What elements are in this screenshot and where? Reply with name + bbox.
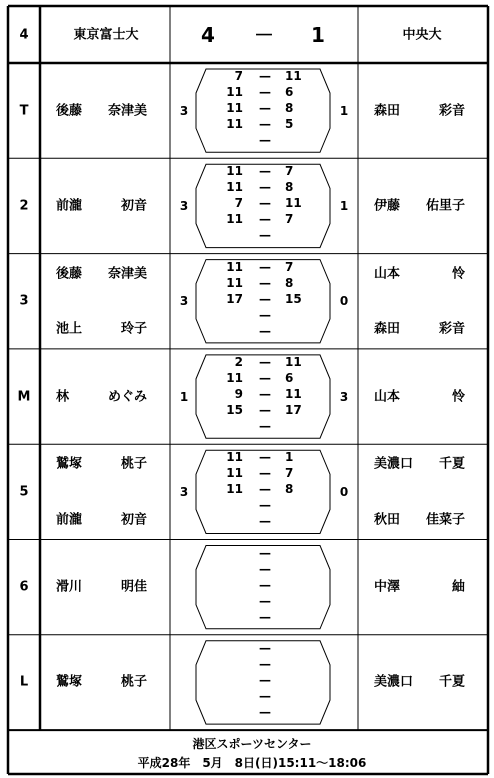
game-score-dash: — — [259, 561, 271, 576]
game-home-points: 11 — [226, 482, 243, 497]
home-player: 後藤 奈津美 — [56, 266, 148, 282]
game-score-dash: — — [259, 577, 271, 592]
game-away-points: 8 — [285, 101, 294, 115]
away-player: 森田 彩音 — [374, 103, 466, 119]
game-away-points: 7 — [285, 259, 294, 274]
match-order: T — [19, 103, 29, 119]
game-away-points: 6 — [285, 85, 294, 99]
game-away-points: 11 — [285, 386, 302, 401]
game-home-points: 11 — [226, 275, 243, 290]
match-order: 5 — [19, 484, 29, 500]
home-player: 鷲塚 桃子 — [56, 456, 148, 472]
home-games-won: 1 — [179, 389, 189, 404]
game-score-dash: — — [259, 228, 271, 243]
match-datetime: 平成28年 5月 8日(日)15:11～18:06 — [137, 756, 367, 771]
game-score-dash: — — [259, 386, 271, 401]
game-home-points: 11 — [226, 180, 243, 195]
game-away-points: 6 — [285, 370, 294, 385]
home-team-score: 4 — [201, 22, 215, 47]
game-home-points: 7 — [234, 69, 243, 83]
game-home-points: 11 — [226, 101, 243, 115]
game-score-dash: — — [259, 101, 271, 115]
home-player: 池上 玲子 — [56, 321, 148, 337]
away-player: 山本 怜 — [374, 389, 466, 405]
home-games-won: 3 — [179, 198, 189, 213]
game-score-dash: — — [259, 370, 271, 385]
game-score-dash: — — [259, 164, 271, 179]
game-score-dash: — — [259, 418, 271, 433]
game-score-dash: — — [259, 323, 271, 338]
game-score-dash: — — [259, 259, 271, 274]
away-games-won: 1 — [339, 198, 349, 213]
game-away-points: 11 — [285, 69, 302, 83]
away-player: 美濃口 千夏 — [374, 674, 466, 690]
game-home-points: 11 — [226, 259, 243, 274]
game-home-points: 11 — [226, 85, 243, 99]
match-order: 6 — [19, 579, 29, 595]
game-score-dash: — — [259, 466, 271, 481]
away-player: 山本 怜 — [374, 266, 466, 282]
game-score-dash: — — [259, 514, 271, 529]
game-score-dash: — — [259, 354, 271, 369]
game-score-dash: — — [259, 704, 271, 719]
home-player: 後藤 奈津美 — [56, 103, 148, 119]
game-away-points: 5 — [285, 117, 294, 131]
game-home-points: 11 — [226, 450, 243, 465]
away-player: 秋田 佳菜子 — [374, 512, 466, 527]
venue-name: 港区スポーツセンター — [192, 737, 312, 752]
game-away-points: 8 — [285, 275, 294, 290]
away-player: 中澤 紬 — [374, 579, 466, 595]
game-score-dash: — — [259, 450, 271, 465]
game-away-points: 17 — [285, 402, 302, 417]
game-away-points: 7 — [285, 212, 294, 227]
game-away-points: 11 — [285, 196, 302, 211]
game-score-dash: — — [259, 85, 271, 99]
game-score-dash: — — [259, 291, 271, 306]
game-away-points: 7 — [285, 466, 294, 481]
game-score-dash: — — [259, 545, 271, 560]
game-score-dash: — — [259, 133, 271, 147]
away-team-score: 1 — [311, 22, 325, 47]
game-score-dash: — — [259, 593, 271, 608]
game-score-dash: — — [259, 212, 271, 227]
home-games-won: 3 — [179, 103, 189, 118]
match-order: 2 — [19, 198, 29, 214]
game-score-dash: — — [259, 69, 271, 83]
game-home-points: 11 — [226, 117, 243, 131]
game-home-points: 15 — [226, 402, 243, 417]
game-away-points: 15 — [285, 291, 302, 306]
game-home-points: 11 — [226, 370, 243, 385]
game-home-points: 11 — [226, 212, 243, 227]
away-player: 伊藤 佑里子 — [374, 198, 466, 214]
home-player: 滑川 明佳 — [56, 579, 148, 595]
away-player: 美濃口 千夏 — [374, 456, 466, 472]
home-player: 前瀧 初音 — [56, 198, 148, 214]
home-player: 鷲塚 桃子 — [56, 674, 148, 690]
game-score-dash: — — [259, 640, 271, 655]
game-score-dash: — — [259, 498, 271, 513]
game-away-points: 11 — [285, 354, 302, 369]
game-home-points: 11 — [226, 466, 243, 481]
home-games-won: 3 — [179, 294, 189, 309]
match-order: 3 — [19, 293, 29, 309]
game-score-dash: — — [259, 609, 271, 624]
match-number: 4 — [19, 27, 29, 42]
match-order: L — [19, 674, 29, 690]
game-away-points: 1 — [285, 450, 294, 465]
game-away-points: 7 — [285, 164, 294, 179]
score-dash: － — [254, 22, 274, 47]
away-player: 森田 彩音 — [374, 321, 466, 337]
home-games-won: 3 — [179, 484, 189, 499]
game-score-dash: — — [259, 402, 271, 417]
game-home-points: 11 — [226, 164, 243, 179]
game-home-points: 9 — [234, 386, 243, 401]
game-away-points: 8 — [285, 180, 294, 195]
game-score-dash: — — [259, 672, 271, 687]
game-score-dash: — — [259, 180, 271, 195]
game-score-dash: — — [259, 196, 271, 211]
game-home-points: 7 — [234, 196, 243, 211]
game-score-dash: — — [259, 656, 271, 671]
game-away-points: 8 — [285, 482, 294, 497]
game-home-points: 17 — [226, 291, 243, 306]
game-score-dash: — — [259, 275, 271, 290]
away-games-won: 1 — [339, 103, 349, 118]
match-order: M — [17, 389, 31, 405]
game-score-dash: — — [259, 117, 271, 131]
game-home-points: 2 — [234, 354, 243, 369]
home-player: 林 めぐみ — [56, 389, 148, 405]
away-games-won: 0 — [339, 484, 349, 499]
home-team-name: 東京富士大 — [73, 27, 139, 42]
away-games-won: 0 — [339, 294, 349, 309]
game-score-dash: — — [259, 482, 271, 497]
game-score-dash: — — [259, 307, 271, 322]
home-player: 前瀧 初音 — [56, 512, 148, 527]
away-team-name: 中央大 — [402, 27, 442, 42]
game-score-dash: — — [259, 688, 271, 703]
away-games-won: 3 — [339, 389, 349, 404]
